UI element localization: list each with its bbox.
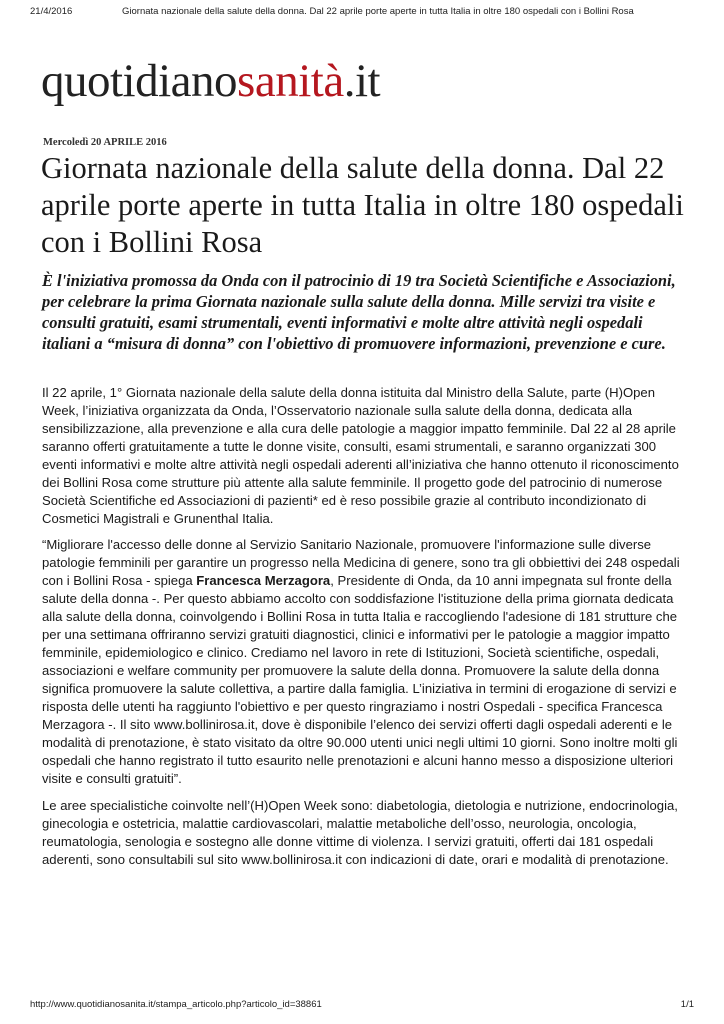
print-header [30, 6, 694, 17]
print-date: 21/4/2016 [30, 6, 73, 17]
person-name: Francesca Merzagora [196, 573, 331, 588]
article-summary: È l'iniziativa promossa da Onda con il patrocinio di 19 tra Società Scientifiche e Associazioni, per celebrare la prima Giornata nazionale sulla salute della donna. Mille servizi tra visite e consulti gratuiti, esami strumentali, eventi informativi e molte altre attività negli ospedali italiani a “misura di donna” con l'obiettivo di promuovere informazioni, prevenzione e cure. [42, 271, 676, 353]
print-page-title: Giornata nazionale della salute della donna. Dal 22 aprile porte aperte in tutta Italia in oltre 180 ospedali con i Bollini Rosa [122, 6, 634, 17]
article-headline: Giornata nazionale della salute della donna. Dal 22 aprile porte aperte in tutta Italia in oltre 180 ospedali con i Bollini Rosa [41, 151, 684, 259]
logo-part-quotidiano: quotidiano [41, 55, 238, 107]
article-date: Mercoledì 20 APRILE 2016 [43, 137, 167, 148]
page-number: 1/1 [680, 999, 694, 1010]
paragraph-2-rest: , Presidente di Onda, da 10 anni impegnata sul fronte della salute della donna -. Per questo abbiamo accolto con soddisfazione l'istituzione della prima giornata dedicata alla salute della donna, coinvolgendo i Bollini Rosa in tutta Italia e raccogliendo l'adesione di 181 strutture che per una settimana offriranno servizi gratuiti diagnostici, clinici e informativi per le patologie a maggior impatto femminile, epidemiologico e clinico. Crediamo nel lavoro in rete di Istituzioni, Società scientifiche, ospedali, associazioni e welfare community per promuovere la salute della donna. Promuovere la salute della donna significa promuovere la salute collettiva, a partire dalla famiglia. L’iniziativa in termini di erogazione di servizi e risposta delle utenti ha raggiunto l'obiettivo e per questo ringraziamo i nostri Ospedali - specifica Francesca Merzagora -. Il sito www.bollinirosa.it, dove è disponibile l’elenco dei servizi offerti dagli ospedali aderenti e le modalità di prenotazione, è stato visitato da oltre 90.000 utenti unici negli ultimi 10 giorni. Sono inoltre molti gli ospedali che hanno registrato il tutto esaurito nelle prenotazioni e alcuni hanno messo a disposizione ulteriori visite e consulti gratuiti”. [42, 573, 678, 786]
article-paragraph-1: Il 22 aprile, 1° Giornata nazionale della salute della donna istituita dal Ministro della Salute, parte (H)Open Week, l’iniziativa organizzata da Onda, l’Osservatorio nazionale sulla salute della donna, dedicata alla sensibilizzazione, alla prevenzione e alla cura delle patologie a maggior impatto femminile. Dal 22 al 28 aprile saranno offerti gratuitamente a tutte le donne visite, consulti, esami strumentali, e saranno organizzati 300 eventi informativi e molte altre attività negli ospedali aderenti all’iniziativa che hanno ottenuto il riconoscimento dei Bollini Rosa come strutture più attente alla salute femminile. Il progetto gode del patrocinio di numerose Società Scientifiche ed Associazioni di pazienti* ed è reso possibile grazie al contributo incondizionato di Cosmetici Magistrali e Grunenthal Italia. [42, 385, 679, 526]
logo-part-tld: .it [343, 55, 381, 107]
article-paragraph-3: Le aree specialistiche coinvolte nell’(H)Open Week sono: diabetologia, dietologia e nutrizione, endocrinologia, ginecologia e ostetricia, malattie cardiovascolari, malattie metaboliche dell’osso, neurologia, oncologia, reumatologia, senologia e sostegno alle donne vittime di violenza. I servizi gratuiti, offerti dai 181 ospedali aderenti, sono consultabili sul sito www.bollinirosa.it con indicazioni di date, orari e modalità di prenotazione. [42, 798, 678, 867]
print-url[interactable]: http://www.quotidianosanita.it/stampa_articolo.php?articolo_id=38861 [30, 999, 322, 1010]
paragraph-2-intro: “Migliorare l'accesso delle donne al Servizio Sanitario Nazionale, promuovere l'informazione sulle diverse patologie femminili per garantire un progresso nella Medicina di genere, sono tra gli obbiettivi dei 248 ospedali con i Bollini Rosa - spiega [42, 537, 680, 588]
site-logo[interactable] [41, 54, 380, 108]
logo-part-sanita: sanità [237, 55, 344, 107]
article-paragraph-2 [42, 536, 682, 788]
print-footer [30, 999, 694, 1010]
